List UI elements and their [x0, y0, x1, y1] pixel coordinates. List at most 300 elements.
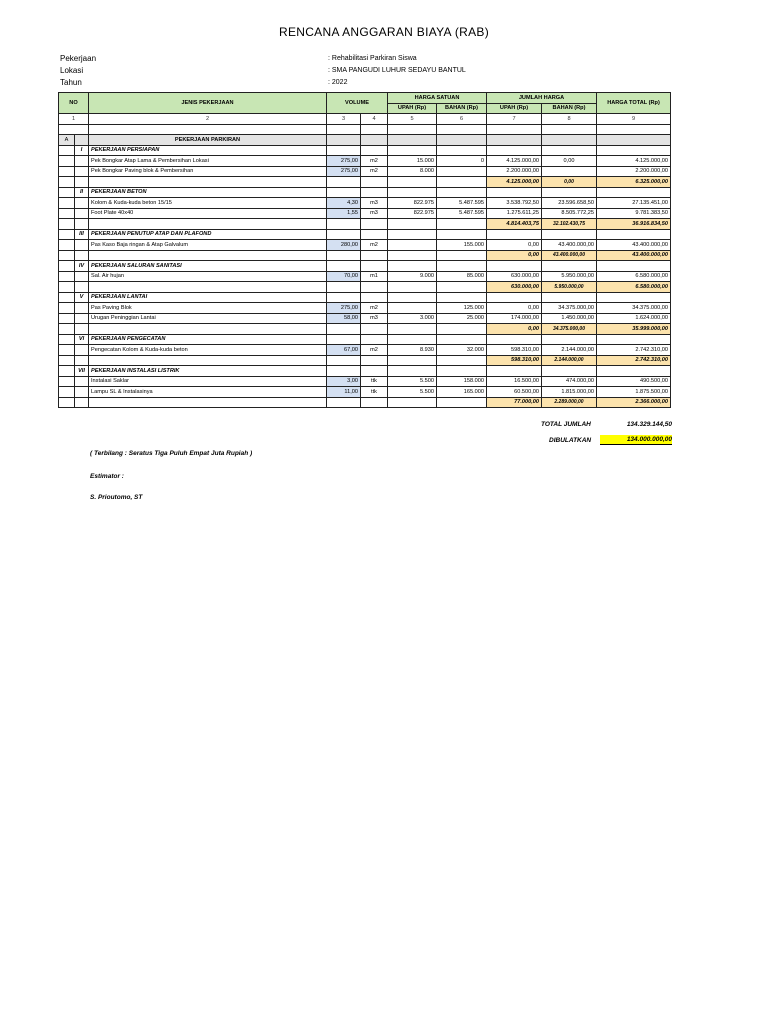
item-name: Lampu SL & Instalasinya: [89, 387, 327, 398]
table-row: [59, 198, 671, 209]
group-number: V: [75, 292, 89, 303]
empty-cell: [361, 229, 388, 240]
group-title: PEKERJAAN LANTAI: [89, 292, 327, 303]
empty-cell: [89, 324, 327, 335]
group-title: PEKERJAAN PENGECATAN: [89, 334, 327, 345]
item-unit: m3: [361, 208, 388, 219]
empty-cell: [59, 324, 75, 335]
item-jumlah-upah: 60.500,00: [487, 387, 542, 398]
header-harga-satuan: HARGA SATUAN: [388, 93, 487, 104]
empty-cell: [437, 355, 487, 366]
item-jumlah-upah: 0,00: [487, 240, 542, 251]
table-row: [59, 166, 671, 177]
empty-cell: [361, 177, 388, 188]
empty-cell: [59, 355, 75, 366]
item-unit: m3: [361, 313, 388, 324]
empty-cell: [59, 345, 75, 356]
group-title-row: [59, 334, 671, 345]
empty-cell: [487, 187, 542, 198]
item-jumlah-upah: 16.500,00: [487, 376, 542, 387]
item-total: 43.400.000,00: [597, 240, 671, 251]
subtotal-upah: 4.125.000,00: [487, 177, 542, 188]
subtotal-upah: 630.000,00: [487, 282, 542, 293]
item-upah: 5.500: [388, 387, 437, 398]
subtotal-bahan: 32.102.430,75: [542, 219, 597, 230]
empty-cell: [542, 334, 597, 345]
empty-cell: [437, 324, 487, 335]
table-row: [59, 376, 671, 387]
empty-cell: [542, 187, 597, 198]
subtotal-upah: 4.814.403,75: [487, 219, 542, 230]
empty-cell: [75, 177, 89, 188]
index-cell: 1: [59, 114, 89, 125]
item-volume: 275,00: [327, 156, 361, 167]
empty-cell: [59, 250, 75, 261]
item-name: Kolom & Kuda-kuda beton 15/15: [89, 198, 327, 209]
empty-cell: [437, 261, 487, 272]
empty-cell: [327, 145, 361, 156]
item-jumlah-bahan: 23.596.658,50: [542, 198, 597, 209]
empty-cell: [361, 324, 388, 335]
empty-cell: [59, 397, 75, 408]
item-total: 1.624.000,00: [597, 313, 671, 324]
item-jumlah-bahan: 2.144.000,00: [542, 345, 597, 356]
empty-cell: [89, 397, 327, 408]
empty-cell: [327, 229, 361, 240]
header-harga-total: HARGA TOTAL (Rp): [597, 93, 671, 114]
table-row: [59, 208, 671, 219]
empty-cell: [437, 177, 487, 188]
subtotal-bahan: 43.400.000,00: [542, 250, 597, 261]
empty-cell: [75, 324, 89, 335]
empty-cell: [361, 145, 388, 156]
item-name: Pas Kaso Baja ringan & Atap Galvalum: [89, 240, 327, 251]
empty-cell: [59, 376, 75, 387]
item-upah: 822.975: [388, 208, 437, 219]
item-jumlah-bahan: 8.505.772,25: [542, 208, 597, 219]
subtotal-upah: 77.000,00: [487, 397, 542, 408]
empty-cell: [487, 366, 542, 377]
empty-cell: [75, 156, 89, 167]
item-name: Pengecatan Kolom & Kuda-kuda beton: [89, 345, 327, 356]
table-row: [59, 156, 671, 167]
group-number: VI: [75, 334, 89, 345]
group-title: PEKERJAAN INSTALASI LISTRIK: [89, 366, 327, 377]
item-volume: 3,00: [327, 376, 361, 387]
empty-cell: [542, 145, 597, 156]
item-upah: 8.930: [388, 345, 437, 356]
group-title-row: [59, 261, 671, 272]
index-cell: 2: [89, 114, 327, 125]
item-bahan: 0: [437, 156, 487, 167]
empty-cell: [388, 250, 437, 261]
item-volume: 11,00: [327, 387, 361, 398]
group-title: PEKERJAAN SALURAN SANITASI: [89, 261, 327, 272]
empty-cell: [75, 303, 89, 314]
empty-cell: [59, 282, 75, 293]
item-volume: 4,30: [327, 198, 361, 209]
subtotal-total: 2.366.000,00: [597, 397, 671, 408]
empty-cell: [437, 219, 487, 230]
subtotal-total: 36.916.834,50: [597, 219, 671, 230]
empty-cell: [388, 145, 437, 156]
empty-cell: [75, 198, 89, 209]
empty-cell: [361, 334, 388, 345]
table-row: [59, 240, 671, 251]
subtotal-upah: 0,00: [487, 250, 542, 261]
index-cell: 9: [597, 114, 671, 125]
subtotal-row: [59, 250, 671, 261]
item-name: Pek Bongkar Atap Lama & Pembersihan Lokasi: [89, 156, 327, 167]
empty-cell: [59, 219, 75, 230]
group-number: IV: [75, 261, 89, 272]
empty-cell: [75, 355, 89, 366]
table-row: [59, 303, 671, 314]
item-total: 490.500,00: [597, 376, 671, 387]
index-cell: 6: [437, 114, 487, 125]
subtotal-row: [59, 397, 671, 408]
empty-cell: [59, 208, 75, 219]
item-upah: 8.000: [388, 166, 437, 177]
subtotal-bahan: 2.144.000,00: [542, 355, 597, 366]
empty-cell: [89, 250, 327, 261]
empty-cell: [437, 334, 487, 345]
subtotal-row: [59, 282, 671, 293]
empty-cell: [59, 145, 75, 156]
group-number: I: [75, 145, 89, 156]
subtotal-bahan: 0,00: [542, 177, 597, 188]
item-total: 1.875.500,00: [597, 387, 671, 398]
empty-cell: [361, 250, 388, 261]
empty-cell: [89, 282, 327, 293]
empty-cell: [361, 292, 388, 303]
empty-cell: [75, 345, 89, 356]
empty-cell: [597, 229, 671, 240]
empty-cell: [327, 397, 361, 408]
item-volume: 1,55: [327, 208, 361, 219]
item-name: Instalasi Saklar: [89, 376, 327, 387]
empty-cell: [542, 366, 597, 377]
group-title: PEKERJAAN PERSIAPAN: [89, 145, 327, 156]
empty-cell: [59, 240, 75, 251]
empty-cell: [75, 271, 89, 282]
group-number: III: [75, 229, 89, 240]
empty-cell: [327, 334, 361, 345]
empty-cell: [59, 198, 75, 209]
empty-cell: [327, 355, 361, 366]
header-volume: VOLUME: [327, 93, 388, 114]
header-upah: UPAH (Rp): [487, 103, 542, 114]
total-jumlah-label: TOTAL JUMLAH: [541, 421, 591, 428]
info-value-tahun: : 2022: [328, 79, 348, 86]
empty-cell: [75, 166, 89, 177]
subtotal-upah: 0,00: [487, 324, 542, 335]
empty-cell: [437, 282, 487, 293]
item-jumlah-bahan: 5.950.000,00: [542, 271, 597, 282]
item-total: 6.580.000,00: [597, 271, 671, 282]
empty-cell: [59, 187, 75, 198]
item-volume: 58,00: [327, 313, 361, 324]
document-title: RENCANA ANGGARAN BIAYA (RAB): [278, 25, 489, 39]
empty-cell: [597, 145, 671, 156]
header-no: NO: [59, 93, 89, 114]
empty-cell: [327, 282, 361, 293]
item-bahan: 85.000: [437, 271, 487, 282]
empty-cell: [327, 177, 361, 188]
item-unit: ttk: [361, 387, 388, 398]
item-bahan: 32.000: [437, 345, 487, 356]
empty-cell: [59, 387, 75, 398]
item-name: Sal. Air hujan: [89, 271, 327, 282]
item-volume: 67,00: [327, 345, 361, 356]
empty-cell: [59, 271, 75, 282]
empty-cell: [59, 292, 75, 303]
rab-table: [58, 92, 671, 408]
empty-cell: [75, 313, 89, 324]
empty-cell: [487, 145, 542, 156]
header-upah: UPAH (Rp): [388, 103, 437, 114]
item-total: 9.781.383,50: [597, 208, 671, 219]
item-upah: [388, 303, 437, 314]
empty-cell: [59, 366, 75, 377]
table-row: [59, 387, 671, 398]
subtotal-row: [59, 355, 671, 366]
empty-cell: [437, 250, 487, 261]
item-unit: ttk: [361, 376, 388, 387]
empty-cell: [388, 229, 437, 240]
item-jumlah-bahan: 0,00: [542, 156, 597, 167]
item-upah: [388, 240, 437, 251]
item-upah: 3.000: [388, 313, 437, 324]
item-volume: 280,00: [327, 240, 361, 251]
empty-cell: [59, 261, 75, 272]
item-total: 2.200.000,00: [597, 166, 671, 177]
item-total: 27.135.451,00: [597, 198, 671, 209]
item-volume: 70,00: [327, 271, 361, 282]
empty-cell: [437, 397, 487, 408]
header-bahan: BAHAN (Rp): [437, 103, 487, 114]
section-row: [59, 135, 671, 146]
empty-cell: [327, 187, 361, 198]
item-bahan: [437, 166, 487, 177]
header-jenis-pekerjaan: JENIS PEKERJAAN: [89, 93, 327, 114]
item-unit: m2: [361, 345, 388, 356]
item-jumlah-upah: 4.125.000,00: [487, 156, 542, 167]
item-jumlah-bahan: 1.815.000,00: [542, 387, 597, 398]
empty-cell: [361, 187, 388, 198]
item-bahan: 125.000: [437, 303, 487, 314]
empty-cell: [388, 187, 437, 198]
empty-cell: [327, 292, 361, 303]
item-name: Pek Bongkar Paving blok & Pembersihan: [89, 166, 327, 177]
item-name: Urugan Peninggian Lantai: [89, 313, 327, 324]
item-bahan: 155.000: [437, 240, 487, 251]
table-row: [59, 271, 671, 282]
empty-cell: [388, 177, 437, 188]
subtotal-bahan: 5.950.000,00: [542, 282, 597, 293]
subtotal-total: 43.400.000,00: [597, 250, 671, 261]
item-jumlah-bahan: [542, 166, 597, 177]
empty-cell: [388, 397, 437, 408]
empty-cell: [437, 366, 487, 377]
total-jumlah-value: 134.329.144,50: [626, 421, 672, 428]
item-upah: 9.000: [388, 271, 437, 282]
subtotal-total: 6.325.000,00: [597, 177, 671, 188]
empty-cell: [388, 219, 437, 230]
empty-cell: [361, 397, 388, 408]
item-jumlah-bahan: 474.000,00: [542, 376, 597, 387]
empty-cell: [597, 261, 671, 272]
item-upah: 5.500: [388, 376, 437, 387]
empty-cell: [59, 166, 75, 177]
item-bahan: 5.487.595: [437, 198, 487, 209]
empty-cell: [597, 292, 671, 303]
empty-cell: [361, 355, 388, 366]
item-jumlah-bahan: 1.450.000,00: [542, 313, 597, 324]
empty-cell: [388, 261, 437, 272]
item-name: Pas Paving Blok: [89, 303, 327, 314]
estimator-label: Estimator :: [90, 473, 124, 480]
empty-cell: [75, 376, 89, 387]
item-unit: m2: [361, 156, 388, 167]
empty-cell: [597, 334, 671, 345]
index-row: [59, 114, 671, 125]
subtotal-total: 6.580.000,00: [597, 282, 671, 293]
subtotal-upah: 598.310,00: [487, 355, 542, 366]
subtotal-bahan: 2.289.000,00: [542, 397, 597, 408]
dibulatkan-label: DIBULATKAN: [549, 437, 592, 444]
table-row: [59, 345, 671, 356]
item-total: 34.375.000,00: [597, 303, 671, 314]
info-label-pekerjaan: Pekerjaan: [60, 54, 97, 63]
empty-cell: [59, 229, 75, 240]
terbilang-text: ( Terbilang : Seratus Tiga Puluh Empat Juta Rupiah ): [90, 450, 253, 457]
subtotal-row: [59, 324, 671, 335]
empty-cell: [487, 292, 542, 303]
empty-cell: [542, 261, 597, 272]
item-jumlah-upah: 598.310,00: [487, 345, 542, 356]
empty-cell: [75, 387, 89, 398]
subtotal-row: [59, 177, 671, 188]
item-unit: m2: [361, 240, 388, 251]
empty-cell: [89, 177, 327, 188]
empty-cell: [59, 334, 75, 345]
empty-cell: [75, 397, 89, 408]
empty-cell: [89, 219, 327, 230]
item-jumlah-upah: 2.200.000,00: [487, 166, 542, 177]
group-title-row: [59, 145, 671, 156]
item-jumlah-upah: 174.000,00: [487, 313, 542, 324]
group-title-row: [59, 229, 671, 240]
item-upah: 15.000: [388, 156, 437, 167]
group-number: VII: [75, 366, 89, 377]
empty-cell: [59, 156, 75, 167]
empty-cell: [327, 324, 361, 335]
empty-cell: [437, 145, 487, 156]
empty-cell: [361, 261, 388, 272]
item-volume: 275,00: [327, 303, 361, 314]
item-name: Foot Plate 40x40: [89, 208, 327, 219]
header-jumlah-harga: JUMLAH HARGA: [487, 93, 597, 104]
empty-cell: [75, 250, 89, 261]
empty-cell: [542, 229, 597, 240]
empty-cell: [327, 219, 361, 230]
empty-cell: [75, 282, 89, 293]
section-no: A: [59, 135, 75, 146]
item-bahan: 165.000: [437, 387, 487, 398]
index-cell: 5: [388, 114, 437, 125]
empty-cell: [388, 282, 437, 293]
empty-cell: [542, 292, 597, 303]
item-unit: m3: [361, 198, 388, 209]
empty-cell: [597, 187, 671, 198]
info-value-pekerjaan: : Rehabilitasi Parkiran Siswa: [328, 55, 417, 62]
section-label: PEKERJAAN PARKIRAN: [89, 135, 327, 146]
info-label-tahun: Tahun: [60, 78, 82, 87]
empty-cell: [361, 366, 388, 377]
index-cell: 8: [542, 114, 597, 125]
empty-cell: [75, 208, 89, 219]
empty-cell: [487, 229, 542, 240]
empty-cell: [59, 303, 75, 314]
subtotal-row: [59, 219, 671, 230]
empty-cell: [388, 366, 437, 377]
item-jumlah-bahan: 34.375.000,00: [542, 303, 597, 314]
header-bahan: BAHAN (Rp): [542, 103, 597, 114]
empty-cell: [487, 334, 542, 345]
table-row: [59, 313, 671, 324]
group-title-row: [59, 292, 671, 303]
info-value-lokasi: : SMA PANGUDI LUHUR SEDAYU BANTUL: [328, 67, 466, 74]
item-unit: m2: [361, 303, 388, 314]
group-title-row: [59, 187, 671, 198]
index-cell: 3: [327, 114, 361, 125]
item-total: 4.125.000,00: [597, 156, 671, 167]
item-bahan: 158.000: [437, 376, 487, 387]
subtotal-total: 2.742.310,00: [597, 355, 671, 366]
header-row-1: [59, 93, 671, 104]
blank-row: [59, 124, 671, 135]
empty-cell: [327, 250, 361, 261]
empty-cell: [361, 282, 388, 293]
empty-cell: [361, 219, 388, 230]
empty-cell: [327, 261, 361, 272]
group-title: PEKERJAAN PENUTUP ATAP DAN PLAFOND: [89, 229, 327, 240]
index-cell: 4: [361, 114, 388, 125]
empty-cell: [487, 261, 542, 272]
empty-cell: [75, 219, 89, 230]
group-title: PEKERJAAN BETON: [89, 187, 327, 198]
index-cell: 7: [487, 114, 542, 125]
estimator-name: S. Prioutomo, ST: [90, 494, 143, 501]
empty-cell: [388, 324, 437, 335]
item-upah: 822.975: [388, 198, 437, 209]
empty-cell: [388, 355, 437, 366]
item-unit: m1: [361, 271, 388, 282]
item-total: 2.742.310,00: [597, 345, 671, 356]
empty-cell: [437, 187, 487, 198]
info-label-lokasi: Lokasi: [60, 66, 84, 75]
dibulatkan-value: 134.000.000,00: [600, 435, 672, 445]
empty-cell: [59, 177, 75, 188]
item-jumlah-upah: 3.538.792,50: [487, 198, 542, 209]
empty-cell: [89, 355, 327, 366]
item-unit: m2: [361, 166, 388, 177]
item-jumlah-upah: 1.275.611,25: [487, 208, 542, 219]
empty-cell: [597, 366, 671, 377]
subtotal-total: 35.999.000,00: [597, 324, 671, 335]
empty-cell: [388, 292, 437, 303]
